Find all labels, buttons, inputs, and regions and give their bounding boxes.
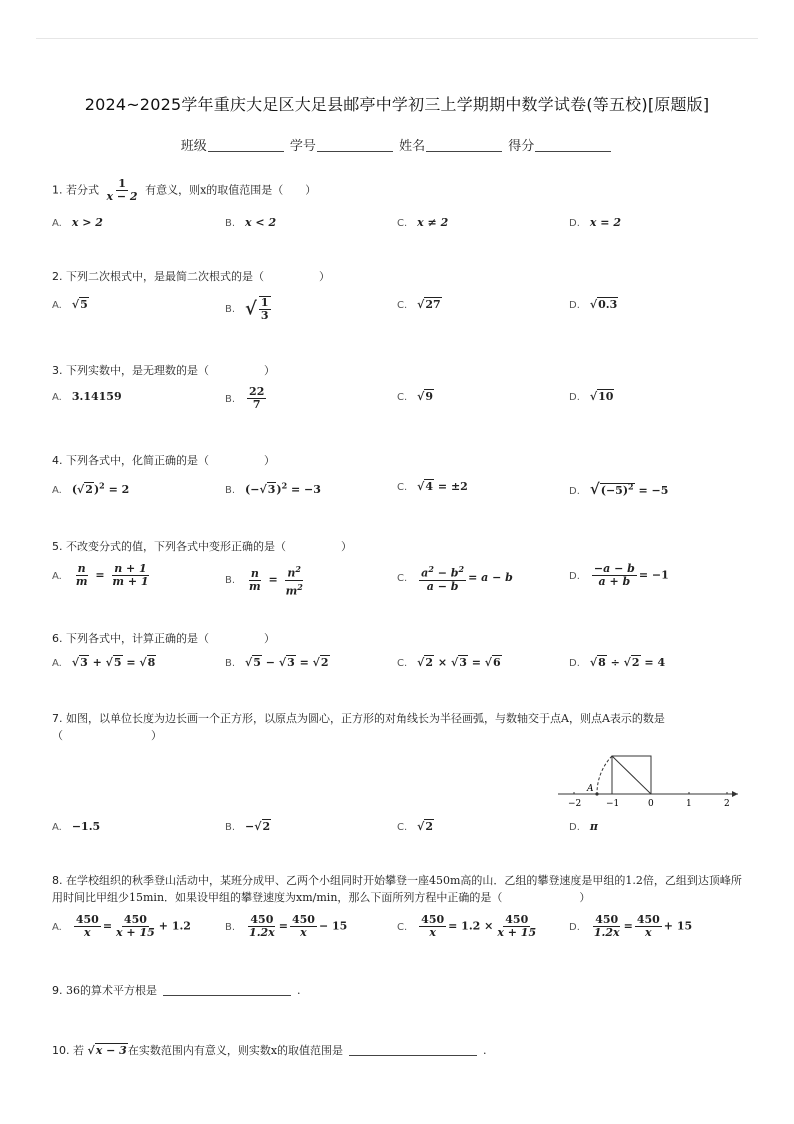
option-a[interactable]: A. √3 + √5 = √8 xyxy=(52,656,156,669)
option-c[interactable]: C. √2 × √3 = √6 xyxy=(397,656,501,669)
question-6: 6. 下列各式中，计算正确的是（ ） xyxy=(52,632,275,645)
class-blank[interactable] xyxy=(208,140,284,152)
score-label: 得分 xyxy=(508,139,535,154)
question-4: 4. 下列各式中，化简正确的是（ ） xyxy=(52,454,275,467)
option-d[interactable]: D. $\frac{450}{1.2x}$ = $\frac{450}{x}$ + 15 xyxy=(569,913,693,939)
class-label: 班级 xyxy=(180,139,207,154)
question-3: 3. 下列实数中，是无理数的是（ ） xyxy=(52,364,275,377)
option-c[interactable]: C. √4 = ±2 xyxy=(397,480,468,493)
option-d[interactable]: D. π xyxy=(569,820,598,833)
id-label: 学号 xyxy=(289,139,316,154)
name-blank[interactable] xyxy=(426,140,502,152)
score-blank[interactable] xyxy=(535,140,611,152)
option-a[interactable]: A. $(√2)^2 = 2$ xyxy=(52,480,130,496)
option-b[interactable]: B. x < 2 xyxy=(225,216,277,229)
tick-label: −2 xyxy=(568,799,582,809)
option-a[interactable]: A. $\frac{450}{x}$ = $\frac{450}{x + 15}$ + 1.2 xyxy=(52,913,191,939)
question-2: 2. 下列二次根式中，是最简二次根式的是（ ） xyxy=(52,270,330,283)
axis-arrow-icon xyxy=(732,791,738,797)
point-a-label: A xyxy=(587,784,594,794)
number-line-diagram xyxy=(556,748,742,810)
tick-label: 1 xyxy=(686,799,692,809)
option-b[interactable]: B. −√2 xyxy=(225,820,271,833)
option-d[interactable]: D. √10 xyxy=(569,390,614,403)
option-b[interactable]: B. $(-√3)^2 = -3$ xyxy=(225,480,321,496)
name-label: 姓名 xyxy=(399,139,426,154)
option-c[interactable]: C. √2 xyxy=(397,820,434,833)
option-d[interactable]: D. √8 ÷ √2 = 4 xyxy=(569,656,666,669)
answer-blank[interactable] xyxy=(349,1044,477,1056)
option-d[interactable]: D. x = 2 xyxy=(569,216,621,229)
arc xyxy=(597,756,612,794)
option-b[interactable]: B. √ $\frac{1}{3}$ xyxy=(225,296,269,322)
option-a[interactable]: A. −1.5 xyxy=(52,820,101,833)
option-a[interactable]: A. x > 2 xyxy=(52,216,103,229)
option-b[interactable]: B. $\frac{n}{m}$ = $\frac{n^2}{m^2}$ xyxy=(225,564,303,598)
student-info-line xyxy=(0,135,794,154)
question-7: 7. 如图，以单位长度为边长画一个正方形，以原点为圆心，正方形的对角线长为半径画弧，与数轴交于点A，则点A表示的数是（ ） xyxy=(52,712,665,742)
option-c[interactable]: C. √9 xyxy=(397,390,434,403)
tick-label: −1 xyxy=(606,799,620,809)
option-c[interactable]: C. $\frac{a^2 - b^2}{a - b}$ = a − b xyxy=(397,564,513,593)
option-d[interactable]: D. √0.3 xyxy=(569,298,618,311)
fraction: $\frac{1}{x - 2}$ xyxy=(106,177,138,203)
option-c[interactable]: C. √27 xyxy=(397,298,441,311)
point-a xyxy=(595,792,598,795)
answer-blank[interactable] xyxy=(163,984,291,996)
tick-label: 0 xyxy=(648,799,654,809)
question-10: 10. 若 √x − 3在实数范围内有意义，则实数x的取值范围是 . xyxy=(52,1044,487,1057)
option-c[interactable]: C. x ≠ 2 xyxy=(397,216,449,229)
option-d[interactable]: D. $\frac{-a - b}{a + b}$ = −1 xyxy=(569,562,669,588)
question-1: 1. 若分式 $\frac{1}{x - 2}$ 有意义，则x的取值范围是（ ） xyxy=(52,177,317,203)
option-a[interactable]: A. $\frac{n}{m}$ = $\frac{n + 1}{m + 1}$ xyxy=(52,562,149,588)
option-b[interactable]: B. $\frac{22}{7}$ xyxy=(225,385,265,411)
top-rule xyxy=(36,38,758,39)
option-b[interactable]: B. $\frac{450}{1.2x}$ = $\frac{450}{x}$ − 15 xyxy=(225,913,348,939)
option-c[interactable]: C. $\frac{450}{x}$ = 1.2 × $\frac{450}{x + 15}$ xyxy=(397,913,537,939)
page-title: 2024~2025学年重庆大足区大足县邮亭中学初三上学期期中数学试卷(等五校)[原题版] xyxy=(84,95,710,114)
question-9: 9. 36的算术平方根是 . xyxy=(52,984,301,997)
option-b[interactable]: B. √5 − √3 = √2 xyxy=(225,656,329,669)
question-5: 5. 不改变分式的值，下列各式中变形正确的是（ ） xyxy=(52,540,352,553)
question-8: 8. 在学校组织的秋季登山活动中，某班分成甲、乙两个小组同时开始攀登一座450m高的山．乙组的攀登速度是甲组的1.2倍，乙组到达顶峰所用时间比甲组少15min．如果设甲组的攀登速度为xm/min，那么下面所列方程中正确的是（ ） xyxy=(52,874,742,904)
option-a[interactable]: A. √5 xyxy=(52,298,88,311)
option-a[interactable]: A. 3.14159 xyxy=(52,390,122,403)
id-blank[interactable] xyxy=(317,140,393,152)
tick-label: 2 xyxy=(724,799,730,809)
square-diagonal xyxy=(612,756,651,794)
option-d[interactable]: D. $√(-5)^2 = -5$ xyxy=(569,480,669,498)
